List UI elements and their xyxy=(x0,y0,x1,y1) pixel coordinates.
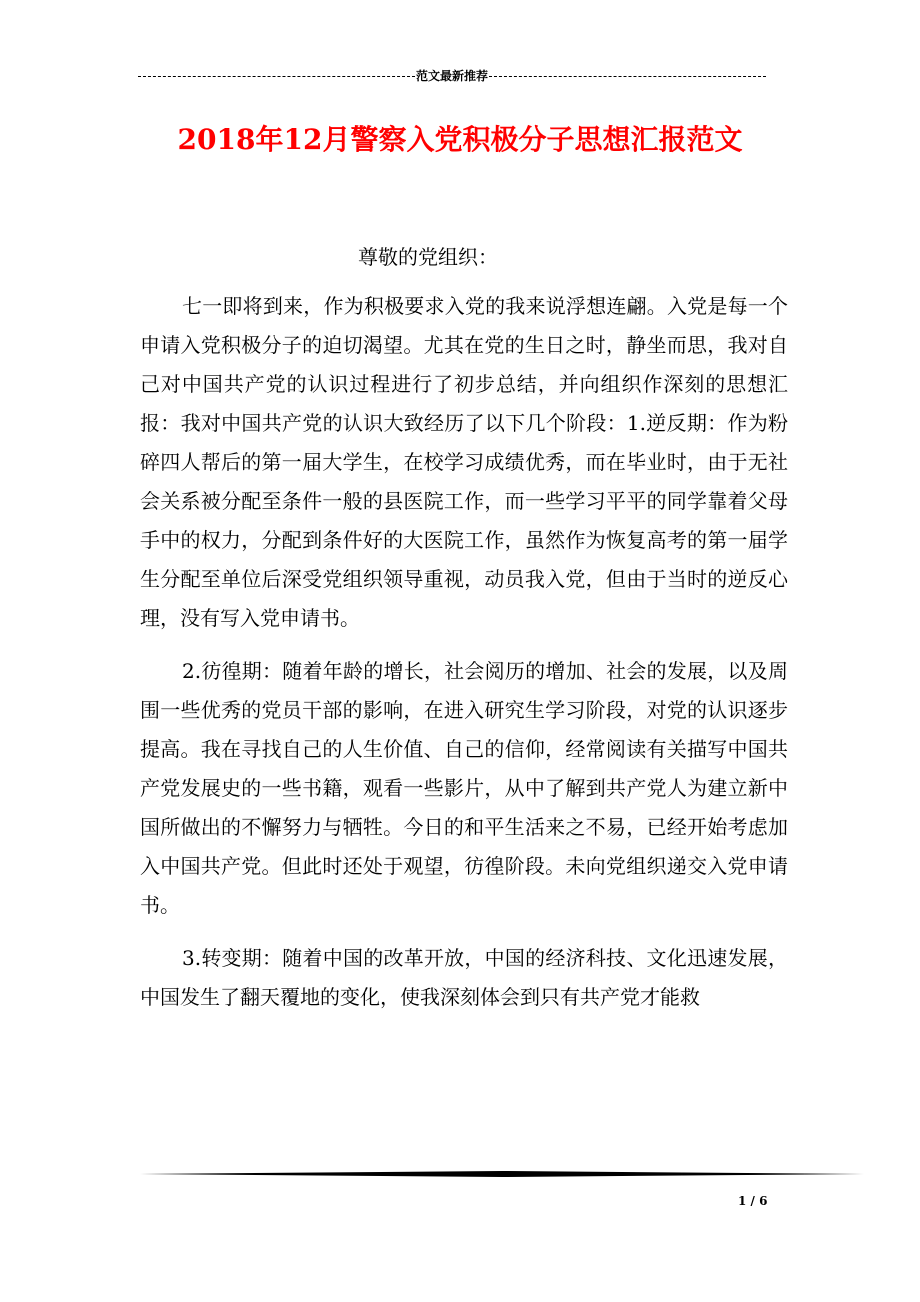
page-number: 1 / 6 xyxy=(738,1194,768,1208)
paragraph-2: 2.彷徨期：随着年龄的增长，社会阅历的增加、社会的发展，以及周围一些优秀的党员干部的影响，在进入研究生学习阶段，对党的认识逐步提高。我在寻找自己的人生价值、自己的信仰，经常阅读有关描写中国共产党发展史的一些书籍，观看一些影片，从中了解到共产党人为建立新中国所做出的不懈努力与牺牲。今日的和平生活来之不易，已经开始考虑加入中国共产党。但此时还处于观望，彷徨阶段。未向党组织递交入党申请书。 xyxy=(140,659,788,917)
header-dash-right xyxy=(489,68,766,84)
document-body xyxy=(140,287,788,1017)
paragraph-3: 3.转变期：随着中国的改革开放，中国的经济科技、文化迅速发展，中国发生了翻天覆地的变化，使我深刻体会到只有共产党才能救 xyxy=(140,946,788,1009)
document-title: 2018年12月警察入党积极分子思想汇报范文 xyxy=(177,123,743,156)
page-header xyxy=(138,68,766,84)
footer-rule xyxy=(140,1171,864,1177)
paragraph-1: 七一即将到来，作为积极要求入党的我来说浮想连翩。入党是每一个申请入党积极分子的迫切渴望。尤其在党的生日之时，静坐而思，我对自己对中国共产党的认识过程进行了初步总结，并向组织作深刻的思想汇报：我对中国共产党的认识大致经历了以下几个阶段：1.逆反期：作为粉 碎四人帮后的第一届大学生，在校学习成绩优秀，而在毕业时，由于无社会关系被分配至条件一般的县医院工作，而一些学习平平的同学靠着父母手中的权力，分配到条件好的大医院工作，虽然作为恢复高考的第一届学生分配至单位后深受党组织领导重视，动员我入党，但由于当时的逆反心理，没有写入党申请书。 xyxy=(140,294,788,630)
salutation: 尊敬的党组织： xyxy=(358,245,498,269)
header-dash-left xyxy=(138,68,415,84)
header-label: 范文最新推荐 xyxy=(416,69,489,83)
